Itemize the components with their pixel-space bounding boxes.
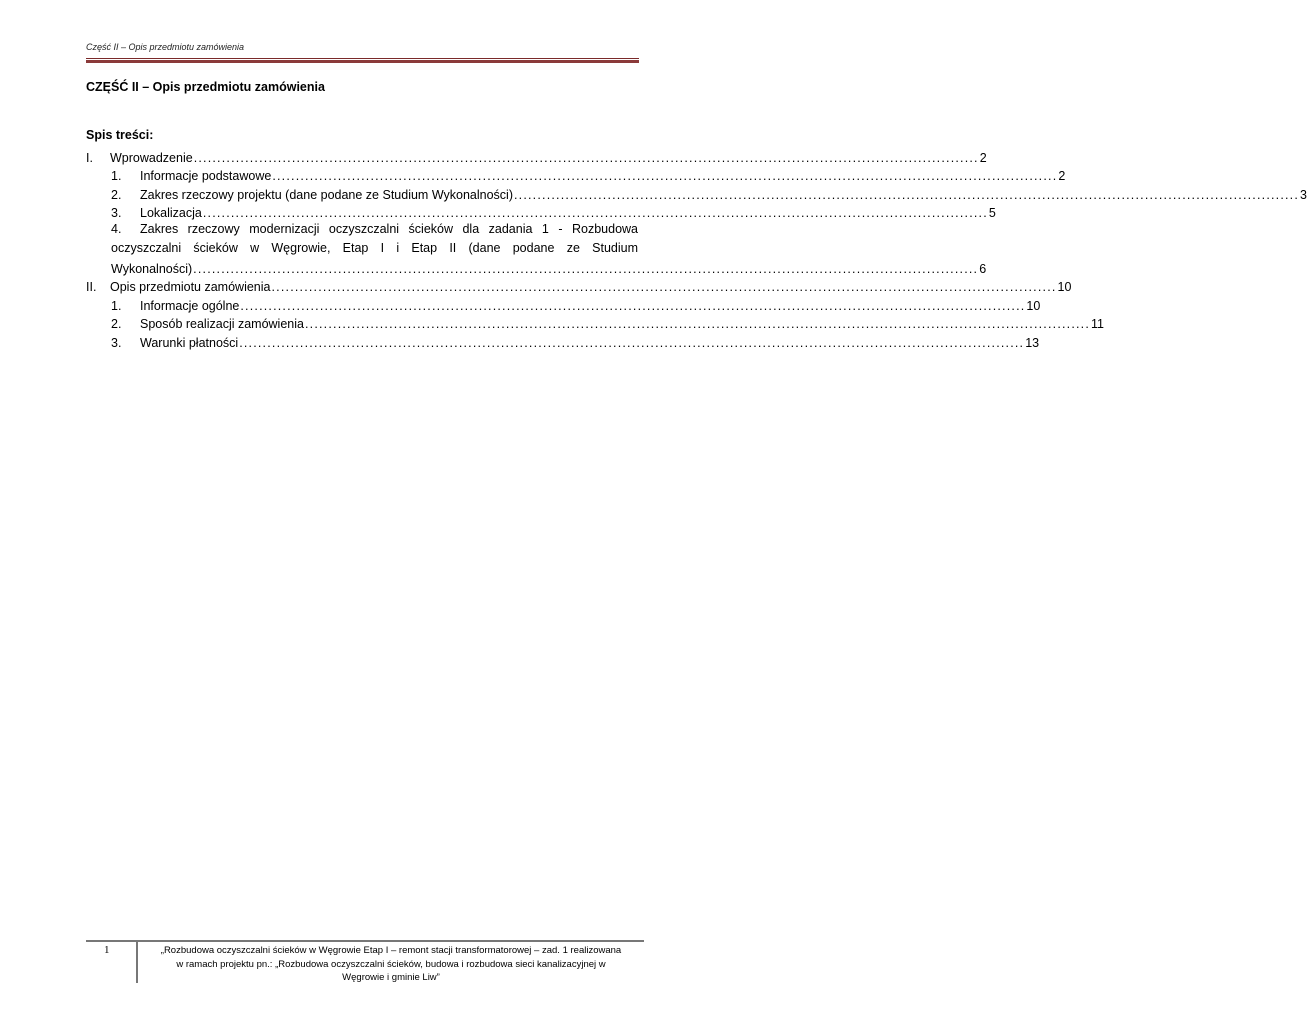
toc-entry[interactable] [86, 294, 1041, 313]
toc-entry[interactable] [86, 202, 996, 221]
toc-leader-dots: ........................................................................................................................................................................ [239, 335, 1025, 350]
toc-entry-label: Wykonalności) [111, 261, 193, 276]
toc-entry-page: 5 [988, 206, 996, 220]
toc-entry-number: 1. [111, 298, 122, 313]
toc-leader-dots: ........................................................................................................................................................................ [272, 169, 1058, 183]
toc-leader-dots: ........................................................................................................................................................................ [513, 187, 1300, 202]
toc-entry[interactable] [86, 165, 1066, 184]
toc-entry-number: 4. [111, 222, 122, 236]
toc-entry-line: oczyszczalni ścieków w Węgrowie, Etap I i Etap II (dane podane ze Studium [111, 240, 638, 255]
toc-entry-multiline[interactable] [86, 220, 987, 276]
toc-entry[interactable] [86, 183, 1307, 202]
toc-leader-dots: ........................................................................................................................................................................ [193, 150, 979, 165]
toc-entry-page: 10 [1057, 280, 1072, 294]
toc-entry-number: II. [86, 280, 97, 294]
toc-entry-label: Warunki płatności [140, 335, 239, 350]
toc-entry-number: 3. [111, 335, 122, 350]
toc-entry-page: 6 [979, 261, 987, 276]
toc-entry-label: Informacje podstawowe [140, 169, 272, 183]
toc-entry-number: 2. [111, 187, 122, 202]
toc-entry[interactable] [86, 276, 1072, 295]
toc-entry-label: Lokalizacja [140, 206, 202, 220]
toc-entry-page: 2 [1058, 169, 1066, 183]
toc-entry-line [86, 257, 987, 276]
toc-entry-page: 2 [979, 150, 987, 165]
toc-entry-page: 10 [1026, 298, 1041, 313]
toc-entry-number: 2. [111, 317, 122, 331]
toc-entry-line [86, 220, 638, 239]
toc-entry[interactable] [86, 146, 987, 165]
toc-entry-label: Sposób realizacji zamówienia [140, 317, 304, 331]
footer-line: w ramach projektu pn.: „Rozbudowa oczyszczalni ścieków, budowa i rozbudowa sieci kanalizacyjnej w [176, 958, 606, 970]
toc-heading: Spis treści: [86, 128, 154, 142]
page-number: 1 [104, 944, 110, 956]
footer-line: „Rozbudowa oczyszczalni ścieków w Węgrowie Etap I – remont stacji transformatorowej – zad. 1 realizowana [160, 945, 622, 956]
toc-entry-label: Opis przedmiotu zamówienia [110, 280, 271, 294]
header-rule [86, 58, 639, 59]
toc-entry-label: Zakres rzeczowy modernizacji oczyszczalni ścieków dla zadania 1 - Rozbudowa [140, 222, 638, 236]
toc-leader-dots: ........................................................................................................................................................................ [271, 280, 1057, 294]
toc-entry[interactable] [86, 331, 1040, 350]
toc-leader-dots: ........................................................................................................................................................................ [304, 317, 1091, 331]
footer-line: Węgrowie i gminie Liw” [342, 972, 440, 983]
toc-entry-number: 3. [111, 206, 122, 220]
running-header: Część II – Opis przedmiotu zamówienia [86, 42, 245, 52]
footer-text [146, 944, 636, 985]
table-of-contents [86, 146, 1307, 350]
toc-leader-dots: ........................................................................................................................................................................ [202, 206, 988, 220]
toc-entry-label: Zakres rzeczowy projektu (dane podane ze Studium Wykonalności) [140, 187, 513, 202]
toc-entry-label: Informacje ogólne [140, 298, 240, 313]
toc-entry-page: 13 [1025, 335, 1040, 350]
footer-rule [86, 940, 644, 942]
footer-divider [136, 941, 138, 983]
document-title: CZĘŚĆ II – Opis przedmiotu zamówienia [86, 80, 325, 94]
toc-entry-number: 1. [111, 169, 122, 183]
toc-entry-page: 11 [1091, 317, 1105, 331]
header-rule-thick [86, 60, 639, 63]
toc-entry[interactable] [86, 313, 1105, 332]
toc-leader-dots: ........................................................................................................................................................................ [240, 298, 1026, 313]
toc-leader-dots: ........................................................................................................................................................................ [193, 261, 979, 276]
toc-entry-label: Wprowadzenie [110, 150, 193, 165]
toc-entry-number: I. [86, 150, 93, 165]
toc-entry-page: 3 [1300, 187, 1307, 202]
